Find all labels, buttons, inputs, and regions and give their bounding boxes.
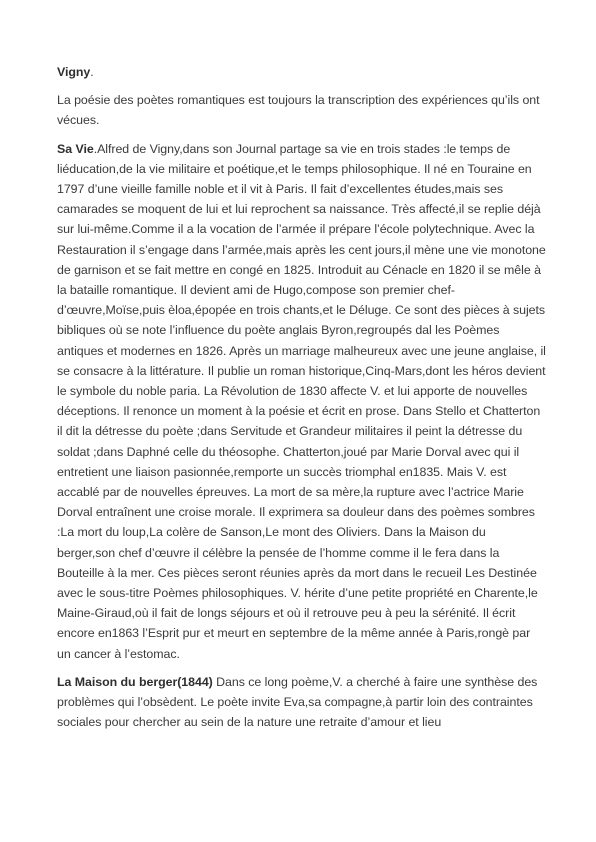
- maison-du-berger-lead: La Maison du berger(1844): [57, 674, 213, 689]
- intro-paragraph: La poésie des poètes romantiques est toujours la transcription des expériences qu’ils ont vécues.: [57, 93, 540, 128]
- maison-du-berger-text: Dans ce long poème,V. a cherché à faire une synthèse des problèmes qui l’obsèdent. Le poète invite Eva,sa compagne,à partir loin des contraintes sociales pour chercher au sein de la nature une retraite d’amour et lieu: [57, 674, 538, 730]
- biography-lead: Sa Vie: [57, 141, 94, 156]
- biography-paragraph: [57, 139, 547, 664]
- heading-punctuation: .: [90, 65, 94, 79]
- document-heading: [57, 62, 547, 82]
- author-name: Vigny: [57, 65, 91, 79]
- biography-text: .Alfred de Vigny,dans son Journal partage sa vie en trois stades :le temps de liéducation,de la vie militaire et poétique,et le temps philosophique. Il né en Touraine en 1797 d’une vieille famille noble et il vit à Paris. Il fait d’excellentes études,mais ses camarades se moquent de lui et lui reprochent sa naissance. Très affecté,il se replie déjà sur lui-même.Comme il a la vocation de l’armée il prépare l’école polytechnique. Avec la Restauration il s’engage dans l’armée,mais après les cent jours,il mène une vie monotone de garnison et se fait mettre en congé en 1825. Introduit au Cénacle en 1820 il se mêle à la bataille romantique. Il devient ami de Hugo,compose son premier chef-d’œuvre,Moïse,puis èloa,épopée en trois chants,et le Déluge. Ce sont des pièces à sujets bibliques où se note l’influence du poète anglais Byron,regroupés dal les Poèmes antiques et modernes en 1826. Après un marriage malheureux avec une jeune anglaise, il se consacre à la littérature. Il publie un roman historique,Cinq-Mars,dont les héros devient le symbole du noble paria. La Révolution de 1830 affecte V. et lui apporte de nouvelles déceptions. Il renonce un moment à la poésie et écrit en prose. Dans Stello et Chatterton il dit la détresse du poète ;dans Servitude et Grandeur militaires il peint la détresse du soldat ;dans Daphné celle du théosophe. Chatterton,joué par Marie Dorval avec qui il entretient une liaison pasionnée,remporte un succès triomphal en1835. Mais V. est accablé par de nouvelles épreuves. La mort de sa mère,la rupture avec l’actrice Marie Dorval entraînent une croise morale. Il exprimera sa douleur dans des poèmes sombres :La mort du loup,La colère de Sanson,Le mont des Oliviers. Dans la Maison du berger,son chef d’œuvre il célèbre la pensée de l’homme comme il le fera dans la Bouteille à la mer. Ces pièces seront réunies après da mort dans le recueil Les Destinée avec le sous-titre Poèmes philosophiques. V. hérite d’une petite propriété en Charente,le Maine-Giraud,où il fait de longs séjours et où il retrouve peu à peu la sérénité. Il écrit encore en1863 l’Esprit pur et meurt en septembre de la même année à Paris,rongè par un cancer à l’estomac.: [57, 141, 546, 661]
- document-page: [57, 62, 547, 741]
- maison-du-berger-paragraph: [57, 672, 547, 733]
